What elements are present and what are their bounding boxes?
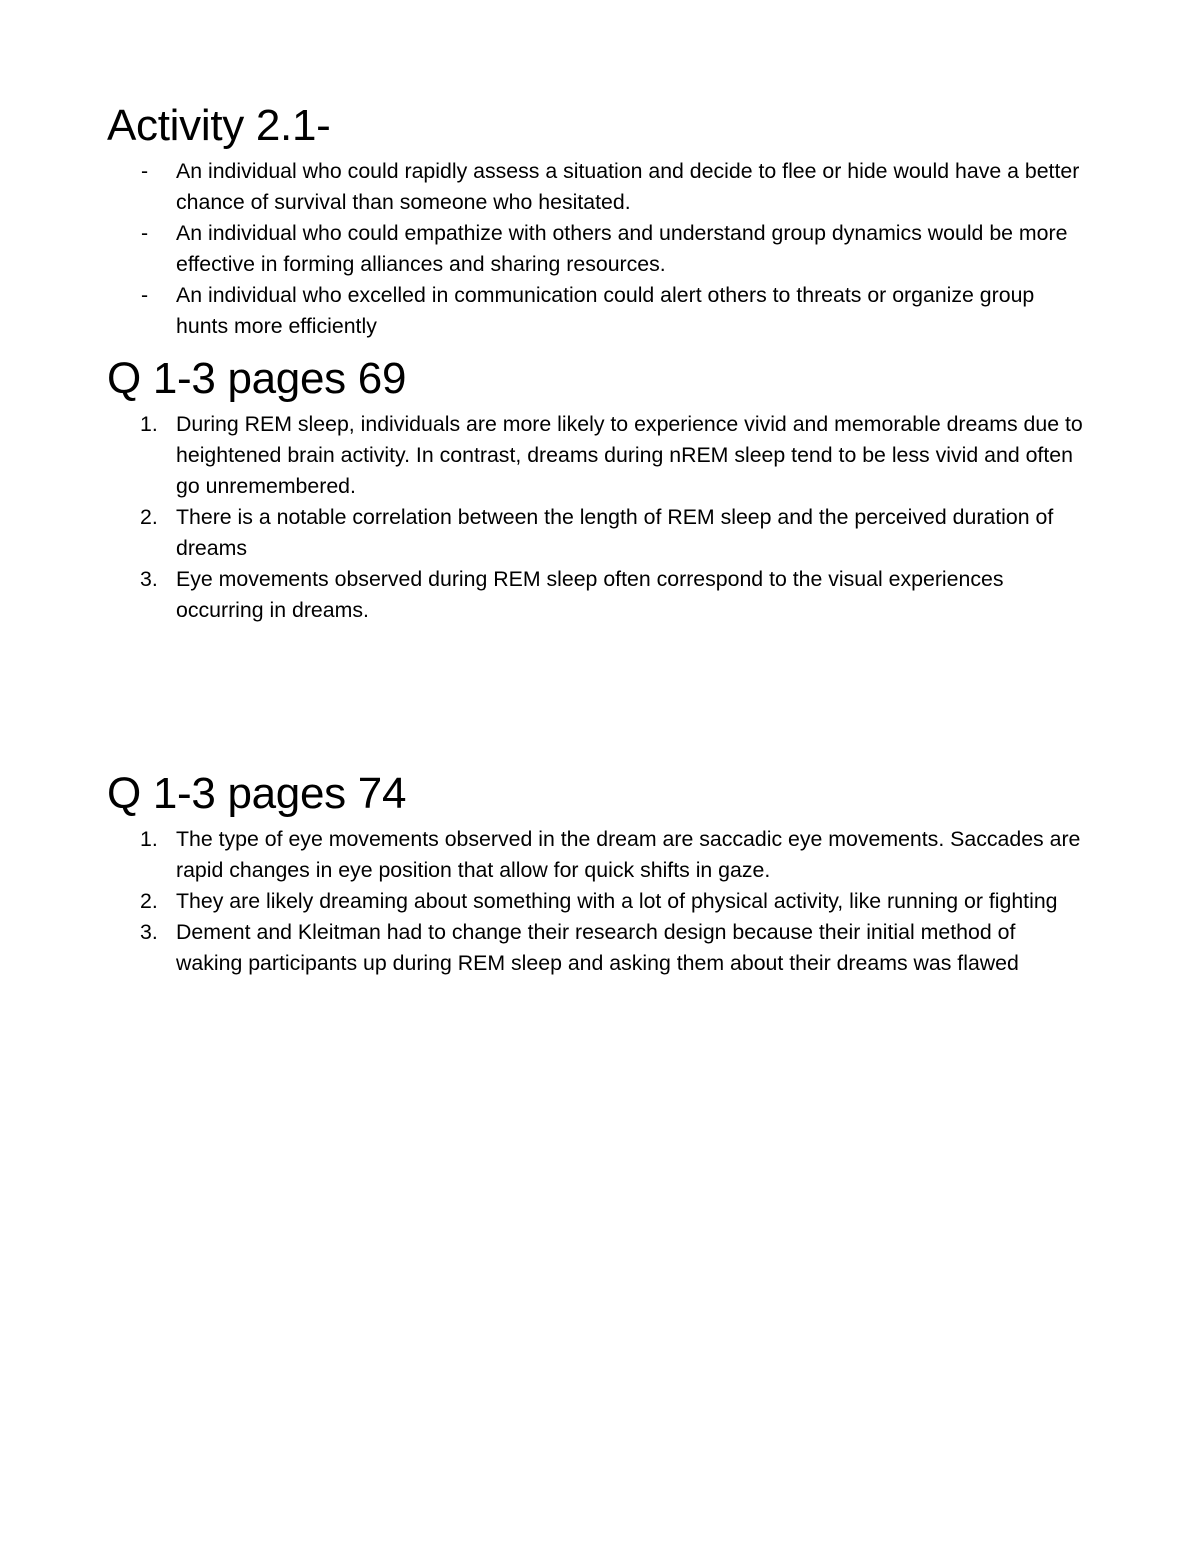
list-item [107, 156, 1087, 218]
list-item [107, 280, 1087, 342]
list-item-text: The type of eye movements observed in the dream are saccadic eye movements. Saccades are rapid changes in eye position that allow for quick shifts in gaze. [176, 827, 1081, 882]
list-item-text: There is a notable correlation between the length of REM sleep and the perceived duration of dreams [176, 505, 1054, 560]
section-heading-activity: Activity 2.1- [107, 101, 331, 150]
pages-74-answer-list [107, 824, 1087, 979]
number-marker: 1. [140, 412, 158, 436]
list-item [107, 502, 1087, 564]
number-marker: 3. [140, 920, 158, 944]
section-heading-pages-74: Q 1-3 pages 74 [107, 769, 407, 818]
number-marker: 2. [140, 505, 158, 529]
dash-marker: - [141, 221, 149, 245]
list-item [107, 218, 1087, 280]
section-heading-pages-69: Q 1-3 pages 69 [107, 354, 407, 403]
activity-answer-list [107, 156, 1087, 342]
number-marker: 1. [140, 827, 158, 851]
list-item-text: An individual who could empathize with others and understand group dynamics would be more effective in forming alliances and sharing resources. [176, 221, 1068, 276]
list-item [107, 564, 1087, 626]
list-item-text: An individual who excelled in communication could alert others to threats or organize group hunts more efficiently [176, 283, 1035, 338]
number-marker: 3. [140, 567, 158, 591]
list-item [107, 886, 1087, 917]
list-item [107, 824, 1087, 886]
list-item [107, 409, 1087, 502]
list-item [107, 917, 1087, 979]
list-item-text: During REM sleep, individuals are more likely to experience vivid and memorable dreams due to heightened brain activity. In contrast, dreams during nREM sleep tend to be less vivid and often go unremembered. [176, 412, 1083, 498]
list-item-text: Eye movements observed during REM sleep often correspond to the visual experiences occurring in dreams. [176, 567, 1004, 622]
pages-69-answer-list [107, 409, 1087, 626]
number-marker: 2. [140, 889, 158, 913]
dash-marker: - [141, 283, 149, 307]
list-item-text: An individual who could rapidly assess a situation and decide to flee or hide would have a better chance of survival than someone who hesitated. [176, 159, 1080, 214]
list-item-text: They are likely dreaming about something with a lot of physical activity, like running or fighting [176, 889, 1058, 913]
document-page [107, 96, 1087, 979]
list-item-text: Dement and Kleitman had to change their research design because their initial method of waking participants up during REM sleep and asking them about their dreams was flawed [176, 920, 1019, 975]
dash-marker: - [141, 159, 149, 183]
